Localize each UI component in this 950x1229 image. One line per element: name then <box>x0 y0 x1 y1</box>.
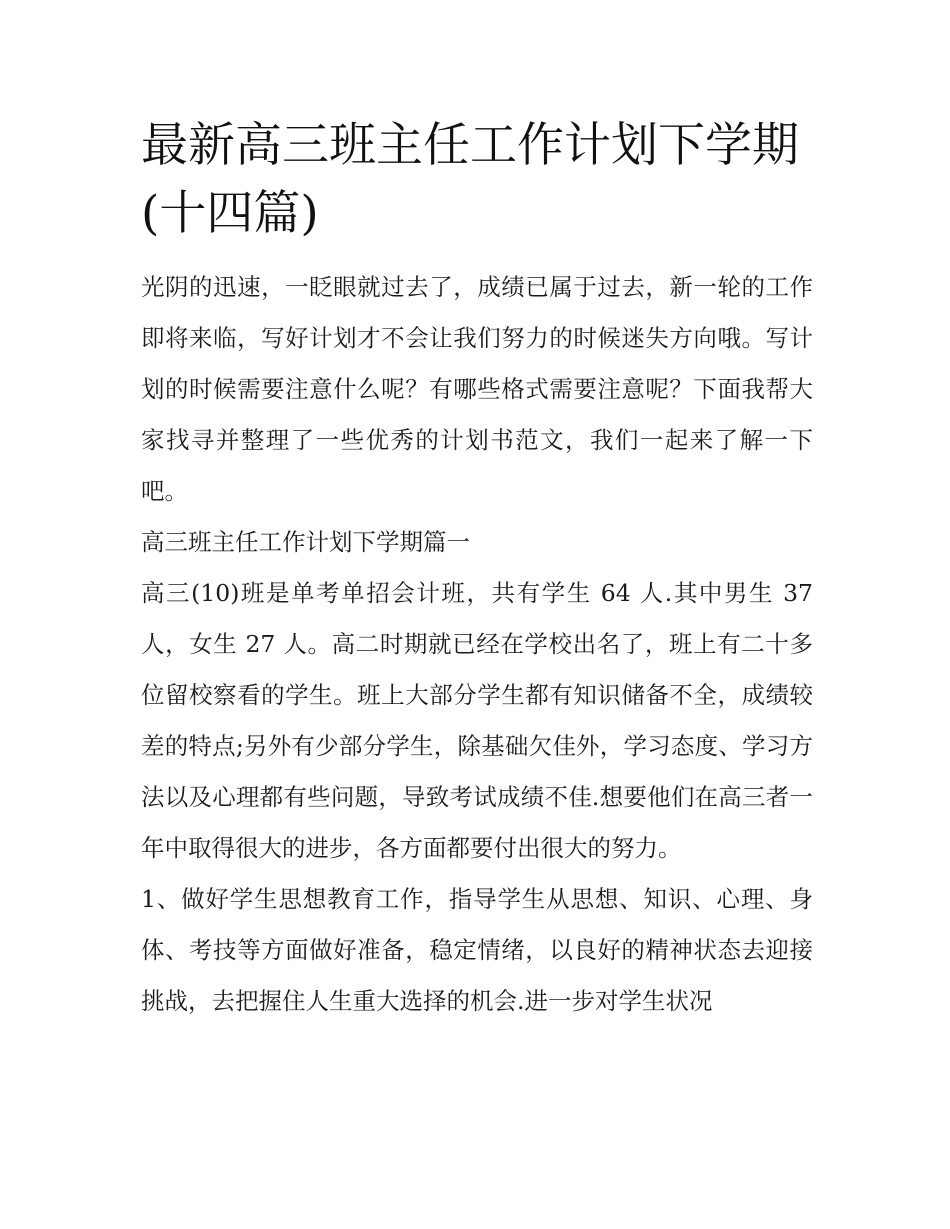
document-title: 最新高三班主任工作计划下学期(十四篇) <box>141 118 799 241</box>
body-paragraph-1: 高三(10)班是单考单招会计班，共有学生 64 人.其中男生 37 人，女生 27 人。高二时期就已经在学校出名了，班上有二十多位留校察看的学生。班上大部分学生都有知识储备不全，成绩较差的特点;另外有少部分学生，除基础欠佳外，学习态度、学习方法以及心理都有些问题，导致考试成绩不佳.想要他们在高三者一年中取得很大的进步，各方面都要付出很大的努力。 <box>141 579 813 862</box>
section-heading: 高三班主任工作计划下学期篇一 <box>141 528 470 556</box>
intro-paragraph: 光阴的迅速，一眨眼就过去了，成绩已属于过去，新一轮的工作即将来临，写好计划才不会让我们努力的时候迷失方向哦。写计划的时候需要注意什么呢？有哪些格式需要注意呢？下面我帮大家找寻并整理了一些优秀的计划书范文，我们一起来了解一下吧。 <box>141 273 813 505</box>
document-body <box>141 112 813 1027</box>
body-paragraph-2: 1、做好学生思想教育工作，指导学生从思想、知识、心理、身体、考技等方面做好准备，稳定情绪，以良好的精神状态去迎接挑战，去把握住人生重大选择的机会.进一步对学生状况 <box>141 885 813 1015</box>
